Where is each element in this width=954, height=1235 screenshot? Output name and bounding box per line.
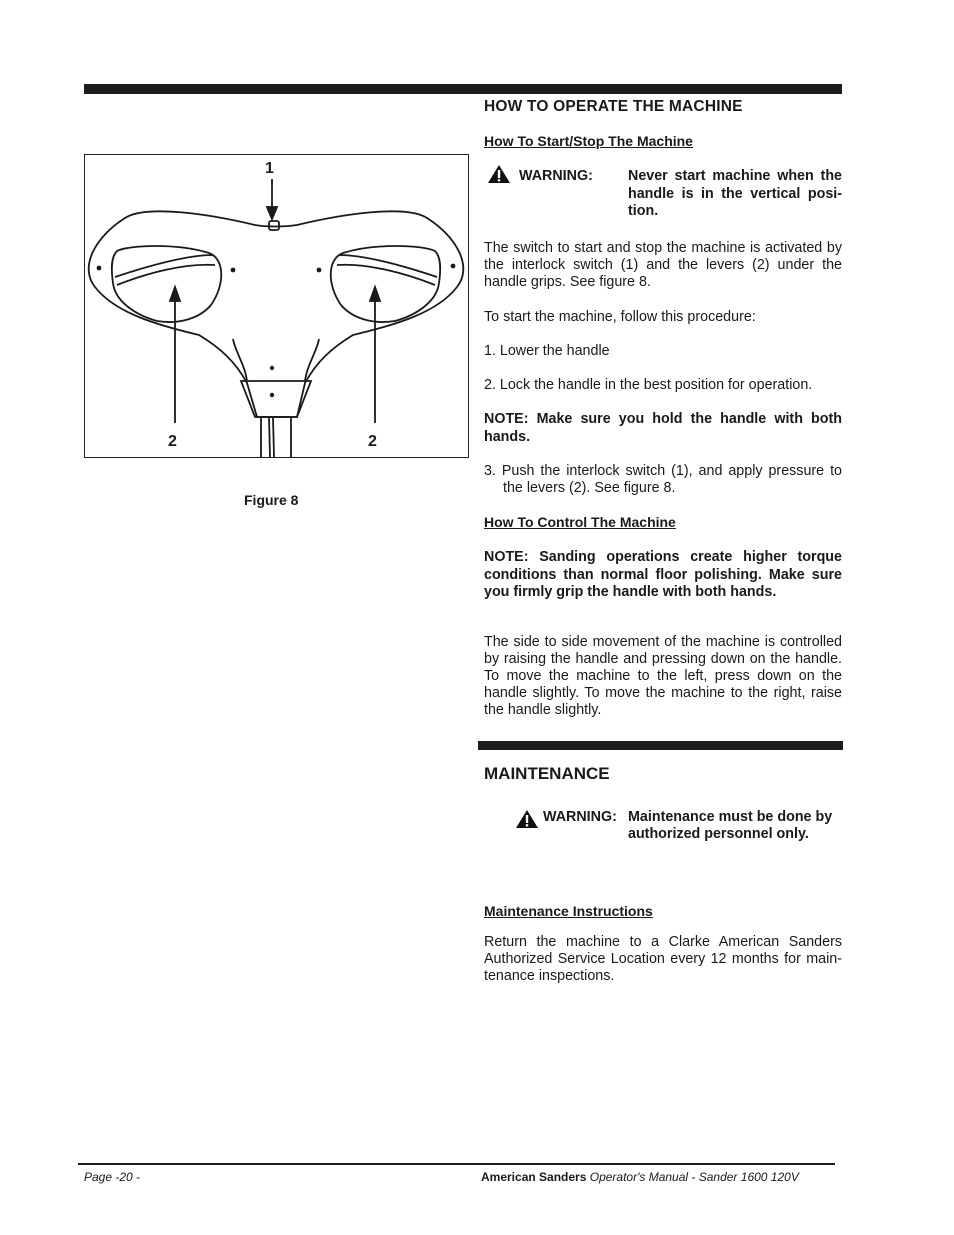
footer-title bbox=[481, 1170, 799, 1184]
control-heading: How To Control The Machine bbox=[484, 514, 676, 530]
maintenance-warning-label: WARNING: bbox=[543, 809, 617, 825]
warning-label: WARNING: bbox=[519, 168, 593, 184]
footer-rule bbox=[78, 1163, 835, 1165]
figure-caption: Figure 8 bbox=[244, 492, 299, 508]
footer-manual-title: Operator's Manual - Sander 1600 120V bbox=[589, 1170, 799, 1184]
warning-text: Never start machine when the handle is in the vertical posi-tion. bbox=[628, 168, 842, 219]
step-3: 3. Push the interlock switch (1), and apply pressure to the levers (2). See figure 8. bbox=[484, 463, 842, 496]
start-stop-heading: How To Start/Stop The Machine bbox=[484, 133, 693, 149]
maintenance-title: MAINTENANCE bbox=[484, 764, 610, 783]
maintenance-warning-text: Maintenance must be done by authorized personnel only. bbox=[628, 809, 833, 842]
para-movement: The side to side movement of the machine is controlled by raising the handle and pressing down on the handle. To move the machine to the left, press down on the handle slightly. To move the machine to the right, raise the handle slightly. bbox=[484, 634, 842, 718]
note-torque: NOTE: Sanding operations create higher torque conditions than normal floor polishing. Make sure you firmly grip the handle with both hands. bbox=[484, 549, 842, 600]
figure-8-box bbox=[84, 154, 469, 458]
section-title: HOW TO OPERATE THE MACHINE bbox=[484, 98, 743, 115]
para-start: To start the machine, follow this procedure: bbox=[484, 309, 756, 325]
step-2: 2. Lock the handle in the best position for operation. bbox=[484, 377, 813, 393]
maintenance-rule bbox=[478, 741, 843, 750]
callout-2-right: 2 bbox=[368, 433, 377, 450]
note-hands: NOTE: Make sure you hold the handle with both hands. bbox=[484, 411, 842, 445]
maintenance-para: Return the machine to a Clarke American Sanders Authorized Service Location every 12 months for main-tenance inspections. bbox=[484, 934, 842, 984]
para-switch: The switch to start and stop the machine is activated by the interlock switch (1) and the levers (2) under the handle grips. See figure 8. bbox=[484, 240, 842, 290]
step-1: 1. Lower the handle bbox=[484, 343, 610, 359]
callout-1: 1 bbox=[265, 160, 274, 177]
warning-triangle-icon bbox=[515, 809, 539, 834]
handle-illustration bbox=[85, 155, 468, 457]
page-number: Page -20 - bbox=[84, 1170, 141, 1184]
top-rule bbox=[84, 84, 842, 94]
maintenance-instructions-heading: Maintenance Instructions bbox=[484, 903, 653, 919]
footer-brand: American Sanders bbox=[481, 1170, 587, 1184]
callout-2-left: 2 bbox=[168, 433, 177, 450]
warning-triangle-icon bbox=[487, 164, 511, 189]
